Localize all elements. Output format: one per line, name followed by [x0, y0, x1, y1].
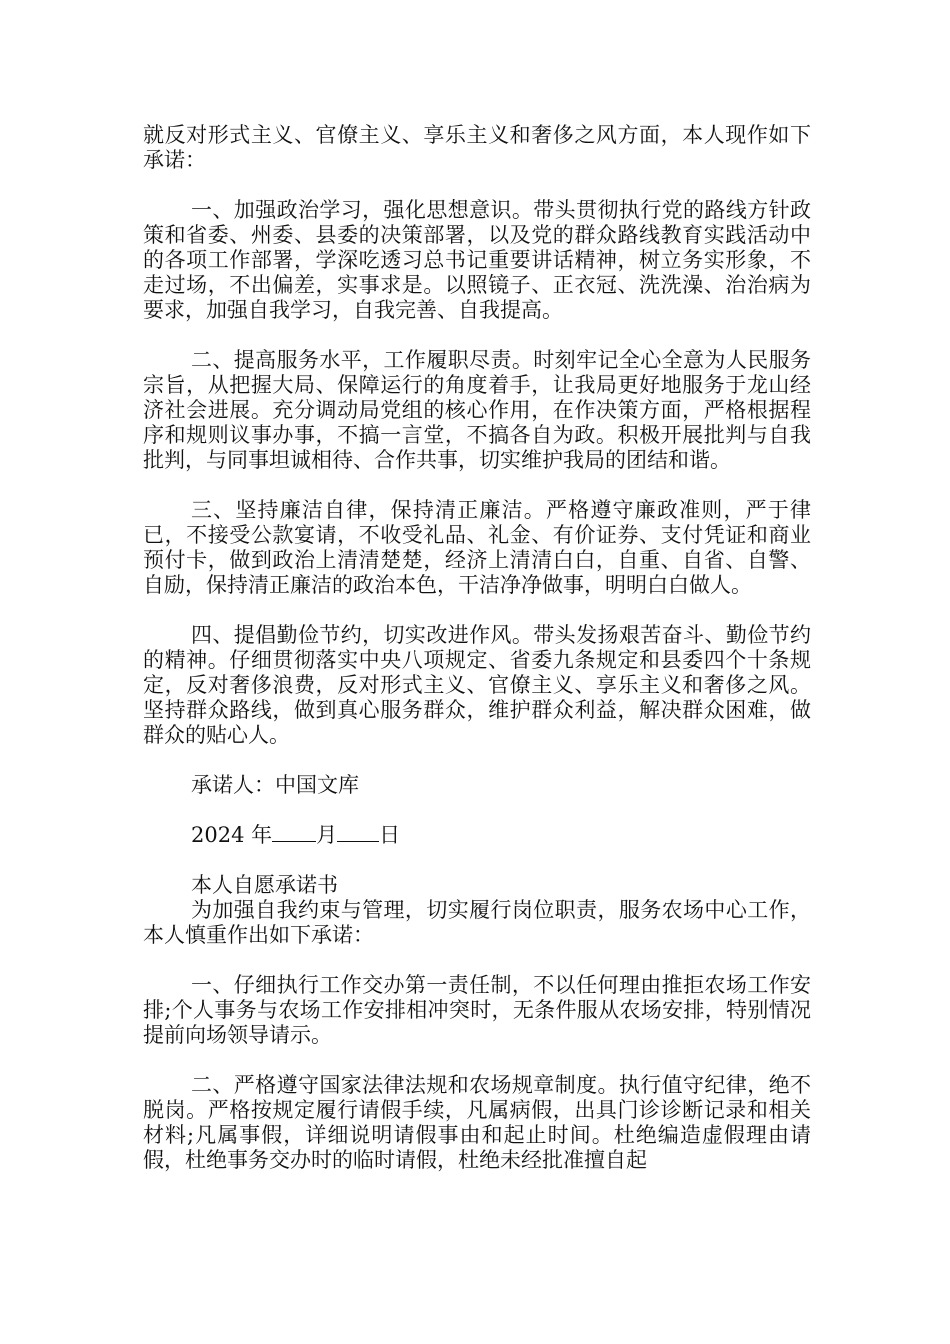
- date-month: 月: [316, 823, 338, 847]
- second-intro-paragraph: 为加强自我约束与管理，切实履行岗位职责，服务农场中心工作，本人慎重作出如下承诺：: [143, 898, 811, 947]
- day-blank: [337, 823, 379, 842]
- commitment-paragraph-1: 一、加强政治学习，强化思想意识。带头贯彻执行党的路线方针政策和省委、州委、县委的决策部署，以及党的群众路线教育实践活动中的各项工作部署，学深吃透习总书记重要讲话精神，树立务实形象，不走过场，不出偏差，实事求是。以照镜子、正衣冠、洗洗澡、治治病为要求，加强自我学习，自我完善、自我提高。: [143, 198, 811, 322]
- second-commitment-paragraph-2: 二、严格遵守国家法律法规和农场规章制度。执行值守纪律，绝不脱岗。严格按规定履行请假手续，凡属病假，出具门诊诊断记录和相关材料;凡属事假，详细说明请假事由和起止时间。杜绝编造虚假理由请假，杜绝事务交办时的临时请假，杜绝未经批准擅自起: [143, 1073, 811, 1172]
- date-year: 2024 年: [191, 823, 273, 847]
- date-day: 日: [379, 823, 401, 847]
- intro-paragraph: 就反对形式主义、官僚主义、享乐主义和奢侈之风方面，本人现作如下承诺：: [143, 123, 811, 172]
- commitment-paragraph-3: 三、坚持廉洁自律，保持清正廉洁。严格遵守廉政准则，严于律已，不接受公款宴请，不收受礼品、礼金、有价证券、支付凭证和商业预付卡，做到政治上清清楚楚，经济上清清白白，自重、自省、自警、自励，保持清正廉洁的政治本色，干洁净净做事，明明白白做人。: [143, 498, 811, 597]
- second-commitment-paragraph-1: 一、仔细执行工作交办第一责任制，不以任何理由推拒农场工作安排;个人事务与农场工作安排相冲突时，无条件服从农场安排，特别情况提前向场领导请示。: [143, 973, 811, 1047]
- month-blank: [272, 823, 316, 842]
- second-document-title: 本人自愿承诺书: [191, 873, 338, 897]
- document-page: [143, 123, 811, 1173]
- signer-line: 承诺人：中国文库: [191, 773, 359, 797]
- commitment-paragraph-4: 四、提倡勤俭节约，切实改进作风。带头发扬艰苦奋斗、勤俭节约的精神。仔细贯彻落实中央八项规定、省委九条规定和县委四个十条规定，反对奢侈浪费，反对形式主义、官僚主义、享乐主义和奢侈之风。坚持群众路线，做到真心服务群众，维护群众利益，解决群众困难，做群众的贴心人。: [143, 623, 811, 747]
- commitment-paragraph-2: 二、提高服务水平，工作履职尽责。时刻牢记全心全意为人民服务宗旨，从把握大局、保障运行的角度着手，让我局更好地服务于龙山经济社会进展。充分调动局党组的核心作用，在作决策方面，严格根据程序和规则议事办事，不搞一言堂，不搞各自为政。积极开展批判与自我批判，与同事坦诚相待、合作共事，切实维护我局的团结和谐。: [143, 348, 811, 472]
- date-line: [143, 823, 811, 848]
